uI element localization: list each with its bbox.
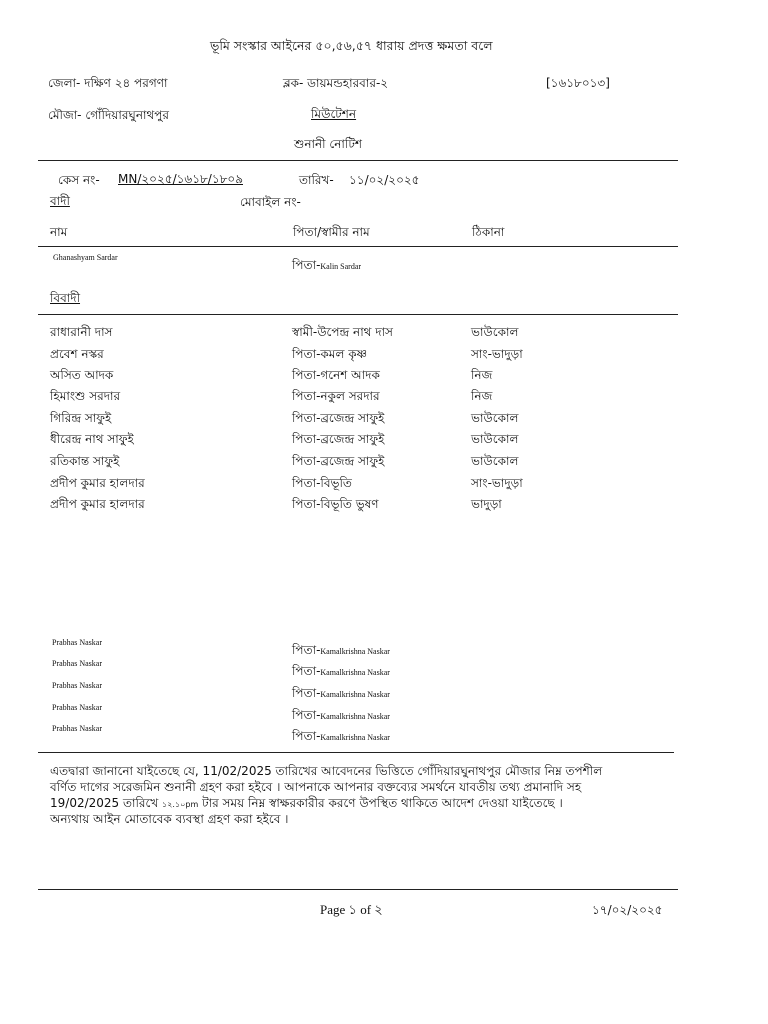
mutation-heading: মিউটেশন bbox=[311, 107, 357, 121]
defendant-father: পিতা-ব্রজেন্দ্র সাফুই bbox=[292, 411, 385, 425]
defendant-father: পিতা-বিভূতি ভুষণ bbox=[292, 497, 379, 511]
divider bbox=[38, 314, 678, 315]
defendant-name: প্রদীপ কুমার হালদার bbox=[50, 476, 145, 490]
hearing-time: ১২.১০pm bbox=[162, 800, 199, 809]
defendant-name: প্রবেশ নস্কর bbox=[50, 347, 104, 361]
defendant-name: প্রদীপ কুমার হালদার bbox=[50, 497, 145, 511]
defendant-address: ভাউকোল bbox=[471, 411, 519, 425]
defendant-name: অসিত আদক bbox=[50, 368, 114, 382]
defendant-name: রাধারানী দাস bbox=[50, 325, 113, 339]
defendant-father: পিতা-ব্রজেন্দ্র সাফুই bbox=[292, 454, 385, 468]
father-prefix: পিতা- bbox=[292, 729, 321, 743]
plaintiff-heading: বাদী bbox=[50, 194, 70, 208]
hearing-date: 19/02/2025 তারিখে bbox=[50, 796, 159, 810]
case-date: ১১/০২/২০২৫ bbox=[349, 173, 420, 187]
defendant-name: রতিকান্ত সাফুই bbox=[50, 454, 120, 468]
defendant-name: গিরিন্দ্র সাফুই bbox=[50, 411, 112, 425]
column-header-address: ঠিকানা bbox=[472, 225, 505, 239]
father-prefix: পিতা- bbox=[292, 258, 321, 272]
district-label: জেলা- দক্ষিণ ২৪ পরগণা bbox=[48, 76, 168, 90]
defendant-address: সাং-ভাদুড়া bbox=[471, 347, 523, 361]
column-header-name: নাম bbox=[50, 225, 68, 239]
defendant-father: পিতা-কমল কৃষ্ণ bbox=[292, 347, 368, 361]
divider bbox=[38, 752, 674, 753]
plaintiff-father bbox=[292, 254, 361, 277]
notice-body-line-4: অন্যথায় আইন মোতাবেক ব্যবস্থা গ্রহণ করা হইবে । bbox=[50, 812, 289, 826]
defendant-address: ভাদুড়া bbox=[471, 497, 502, 511]
hearing-instruction: টার সময় নিম্ন স্বাক্ষরকারীর করণে উপস্থিত থাকিতে আদেশ দেওয়া যাইতেছে । bbox=[202, 796, 563, 810]
divider bbox=[38, 889, 678, 890]
defendant-address: নিজ bbox=[471, 389, 493, 403]
notice-heading: শুনানী নোটিশ bbox=[294, 137, 362, 151]
father-prefix: পিতা- bbox=[292, 664, 321, 678]
defendant-father: পিতা-গনেশ আদক bbox=[292, 368, 380, 382]
defendant-address: ভাউকোল bbox=[471, 454, 519, 468]
print-date: ১৭/০২/২০২৫ bbox=[592, 903, 663, 917]
mobile-label: মোবাইল নং- bbox=[240, 195, 301, 209]
father-prefix: পিতা- bbox=[292, 708, 321, 722]
father-prefix: পিতা- bbox=[292, 686, 321, 700]
defendant-heading: বিবাদী bbox=[50, 291, 81, 305]
case-number-label: কেস নং- bbox=[58, 173, 100, 187]
case-date-label: তারিখ- bbox=[299, 173, 334, 187]
defendant-name: Prabhas Naskar bbox=[52, 724, 102, 733]
defendant-father: পিতা-বিভূতি bbox=[292, 476, 352, 490]
defendant-father: পিতা-ব্রজেন্দ্র সাফুই bbox=[292, 432, 385, 446]
defendant-name: হিমাংশু সরদার bbox=[50, 389, 121, 403]
defendant-father bbox=[292, 704, 390, 727]
father-name: Kamalkrishna Naskar bbox=[320, 712, 390, 721]
defendant-father bbox=[292, 660, 390, 683]
defendant-name: Prabhas Naskar bbox=[52, 638, 102, 647]
father-name: Kamalkrishna Naskar bbox=[320, 690, 390, 699]
father-name: Kamalkrishna Naskar bbox=[320, 733, 390, 742]
page-number: Page ১ of ২ bbox=[320, 902, 383, 917]
defendant-name: Prabhas Naskar bbox=[52, 659, 102, 668]
divider bbox=[38, 246, 678, 247]
mouza-label: মৌজা- গোঁদিয়ারঘুনাথপুর bbox=[48, 108, 169, 122]
block-label: ব্লক- ডায়মন্ডহারবার-২ bbox=[283, 76, 389, 90]
father-name: Kalin Sardar bbox=[320, 262, 362, 271]
defendant-father bbox=[292, 639, 390, 662]
column-header-father: পিতা/স্বামীর নাম bbox=[293, 225, 370, 239]
divider bbox=[38, 160, 678, 161]
plaintiff-name: Ghanashyam Sardar bbox=[53, 253, 118, 262]
defendant-father bbox=[292, 725, 390, 748]
defendant-name: Prabhas Naskar bbox=[52, 703, 102, 712]
defendant-address: সাং-ভাদুড়া bbox=[471, 476, 523, 490]
defendant-address: ভাউকোল bbox=[471, 325, 519, 339]
notice-body-line-2: বর্ণিত দাগের সরেজমিন শুনানী গ্রহণ করা হইবে । আপনাকে আপনার বক্তব্যের সমর্থনে যাবতীয় তথ্য প্রমানাদি সহ bbox=[50, 780, 582, 794]
notice-body-line-1: এতদ্বারা জানানো যাইতেছে যে, 11/02/2025 তারিখের আবেদনের ভিত্তিতে গোঁদিয়ারঘুনাথপুর মৌজার নিম্ন তপশীল bbox=[50, 764, 603, 778]
office-code: [১৬১৮০১৩] bbox=[546, 76, 610, 90]
case-number: MN/২০২৫/১৬১৮/১৮০৯ bbox=[118, 172, 243, 186]
father-name: Kamalkrishna Naskar bbox=[320, 668, 390, 677]
defendant-name: Prabhas Naskar bbox=[52, 681, 102, 690]
document-title: ভূমি সংস্কার আইনের ৫০,৫৬,৫৭ ধারায় প্রদত্ত ক্ষমতা বলে bbox=[210, 38, 493, 53]
father-name: Kamalkrishna Naskar bbox=[320, 647, 390, 656]
defendant-father bbox=[292, 682, 390, 705]
defendant-father: পিতা-নকুল সরদার bbox=[292, 389, 380, 403]
defendant-name: ধীরেন্দ্র নাথ সাফুই bbox=[50, 432, 134, 446]
defendant-address: নিজ bbox=[471, 368, 493, 382]
father-prefix: পিতা- bbox=[292, 643, 321, 657]
defendant-father: স্বামী-উপেন্দ্র নাথ দাস bbox=[292, 325, 393, 339]
defendant-address: ভাউকোল bbox=[471, 432, 519, 446]
